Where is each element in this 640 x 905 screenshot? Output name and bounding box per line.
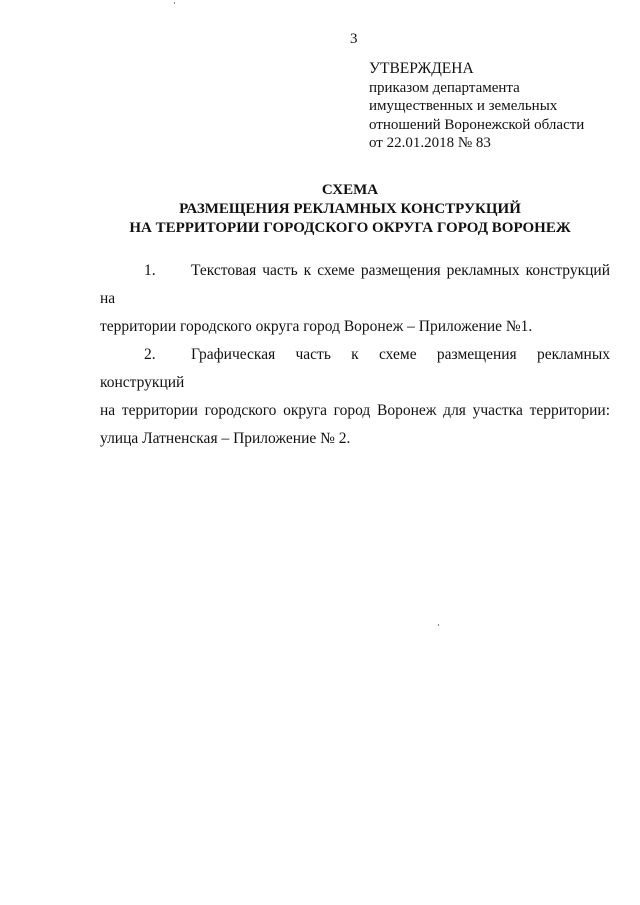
- list-item: [100, 257, 610, 341]
- item-text: Текстовая часть к схеме размещения рекламных конструкций на: [100, 262, 610, 307]
- document-heading: [0, 181, 640, 238]
- scan-speck: [438, 624, 439, 626]
- paragraph-line: территории городского округа город Воронеж – Приложение №1.: [100, 318, 533, 335]
- page-number: 3: [350, 31, 358, 47]
- approval-line: приказом департамента: [369, 79, 520, 96]
- item-number: 2.: [144, 346, 156, 363]
- heading-line: НА ТЕРРИТОРИИ ГОРОДСКОГО ОКРУГА ГОРОД ВОРОНЕЖ: [129, 220, 571, 236]
- approval-line: отношений Воронежской области: [369, 116, 585, 133]
- list-item: [100, 341, 610, 453]
- paragraph-line: улица Латненская – Приложение № 2.: [100, 430, 351, 447]
- paragraph-line: на территории городского округа город Воронеж для участка территории:: [100, 402, 610, 419]
- approval-stamp: [369, 60, 584, 153]
- paragraph-line: [100, 257, 610, 313]
- item-text: Графическая часть к схеме размещения рекламных конструкций: [100, 346, 610, 391]
- approval-line: от 22.01.2018 № 83: [369, 135, 491, 151]
- heading-line: СХЕМА: [321, 182, 379, 198]
- approval-line: имущественных и земельных: [369, 98, 558, 114]
- paragraph-line: [100, 341, 610, 397]
- item-number: 1.: [144, 262, 156, 279]
- heading-line: РАЗМЕЩЕНИЯ РЕКЛАМНЫХ КОНСТРУКЦИЙ: [179, 201, 521, 217]
- approval-title: УТВЕРЖДЕНА: [369, 60, 474, 77]
- scan-speck: [174, 2, 175, 4]
